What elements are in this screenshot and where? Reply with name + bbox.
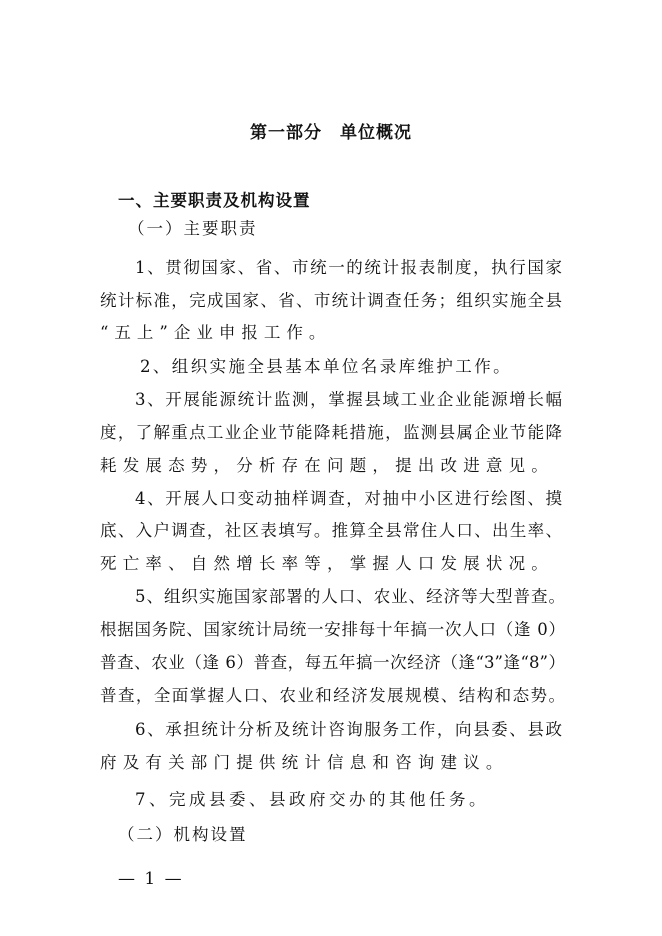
text-line: 统计标准，完成国家、省、市统计调查任务；组织实施全县 [100,291,562,310]
text-line: 4、开展人口变动抽样调查，对抽中小区进行绘图、摸 [135,489,562,508]
text-line: 底、入户调查，社区表填写。推算全县常住人口、出生率、 [100,521,562,540]
text-line: 1、贯彻国家、省、市统一的统计报表制度，执行国家 [135,258,562,277]
text-line: “五上”企业申报工作。 [100,323,332,342]
text-line: 2、组织实施全县基本单位名录库维护工作。 [140,357,512,376]
text-line: 根据国务院、国家统计局统一安排每十年搞一次人口（逢 0） [100,620,565,639]
page-number: — 1 — [118,869,184,889]
text-line: 普查，全面掌握人口、农业和经济发展规模、结构和态势。 [100,686,565,705]
section-heading: 一、主要职责及机构设置 [118,191,311,210]
text-line: 5、组织实施国家部署的人口、农业、经济等大型普查。 [135,587,565,606]
text-line: 府及有关部门提供统计信息和咨询建议。 [100,753,509,772]
text-line: 普查、农业（逢 6）普查，每五年搞一次经济（逢“3”逢“8”） [100,653,565,672]
text-line: 耗发展态势，分析存在问题，提出改进意见。 [100,456,554,475]
text-line: 6、承担统计分析及统计咨询服务工作，向县委、县政 [135,720,562,739]
text-line: 7、完成县委、县政府交办的其他任务。 [135,790,489,809]
subsection-heading-structure: （二）机构设置 [118,825,248,844]
text-line: 死亡率、自然增长率等，掌握人口发展状况。 [100,554,554,573]
subsection-heading-duties: （一）主要职责 [128,219,258,238]
page-title: 第一部分 单位概况 [250,123,412,143]
text-line: 度，了解重点工业企业节能降耗措施，监测县属企业节能降 [100,423,562,442]
text-line: 3、开展能源统计监测，掌握县域工业企业能源增长幅 [135,390,562,409]
